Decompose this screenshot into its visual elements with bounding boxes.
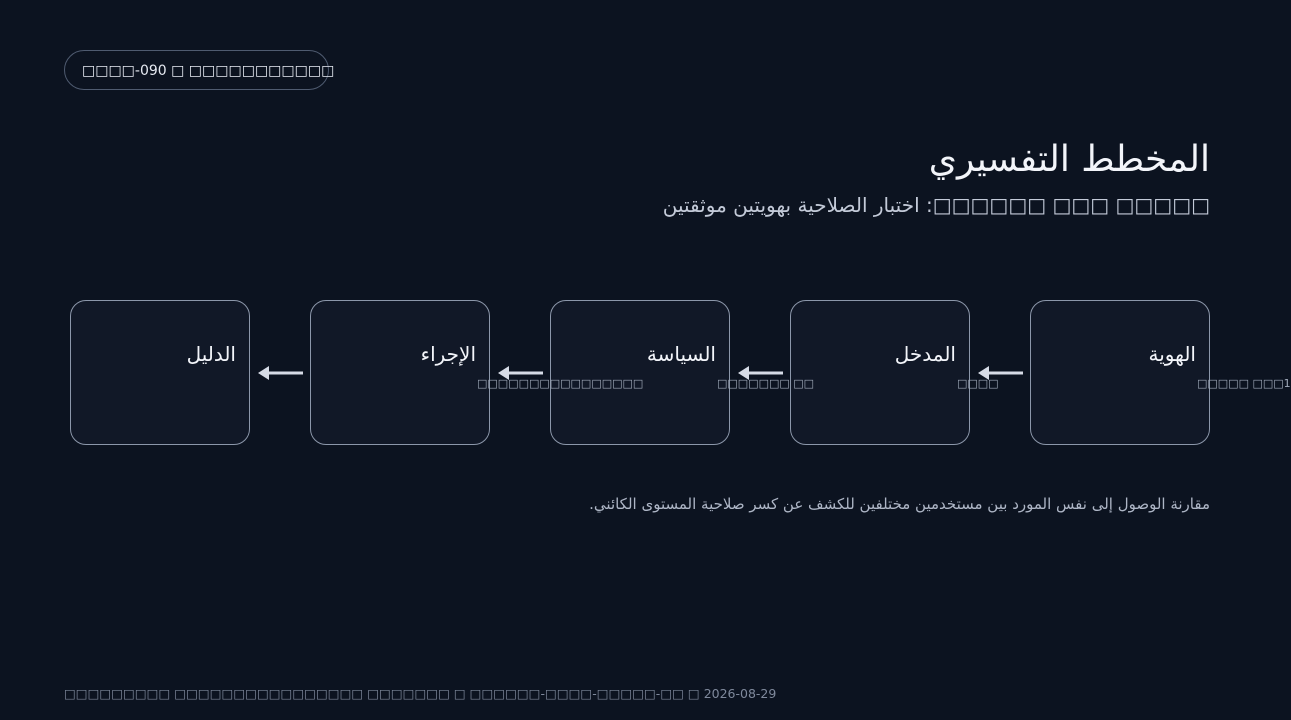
flow-step-title: الدليل [186, 342, 236, 366]
flow-step-title: الإجراء [420, 342, 476, 366]
flow-step-policy [550, 300, 815, 445]
flow-step-title: المدخل [894, 342, 956, 366]
footer-meta: □□□□□□□□□ □□□□□□□□□□□□□□□□ □□□□□□□ □ □□□□□□-□□□□-□□□□□-□□ □ 2026-08-29 [64, 686, 777, 701]
flow-arrow-left-icon [978, 362, 1024, 384]
flow-step-subtitle: □□□□□□□□□□□□□□□□ [477, 377, 644, 390]
flow-step-subtitle: □□□□ [957, 377, 999, 390]
flow-description: مقارنة الوصول إلى نفس المورد بين مستخدمين مختلفين للكشف عن كسر صلاحية المستوى الكائني. [589, 495, 1210, 513]
page-subtitle: □□□□□ □□□ □□□□□□: اختبار الصلاحية بهويتين موثقتين [662, 193, 1210, 217]
flow-step-evidence [70, 300, 250, 445]
flow-arrow-left-icon [258, 362, 304, 384]
flow-step-identity [1030, 300, 1291, 445]
flow-arrow-left-icon [498, 362, 544, 384]
flow-step-title: السياسة [646, 342, 716, 366]
flow-step-input [790, 300, 999, 445]
flow-step-subtitle: □□□□□ □□□1 [1197, 377, 1291, 390]
flow-step-title: الهوية [1148, 342, 1196, 366]
header-badge [64, 50, 335, 90]
flow-step-subtitle: □□□□□□□ □□ [717, 377, 815, 390]
header-badge-label: □□□□-090 □ □□□□□□□□□□□ [82, 63, 335, 79]
flow-arrow-left-icon [738, 362, 784, 384]
page-title: المخطط التفسيري [928, 139, 1210, 180]
flow-step-action [310, 300, 644, 445]
